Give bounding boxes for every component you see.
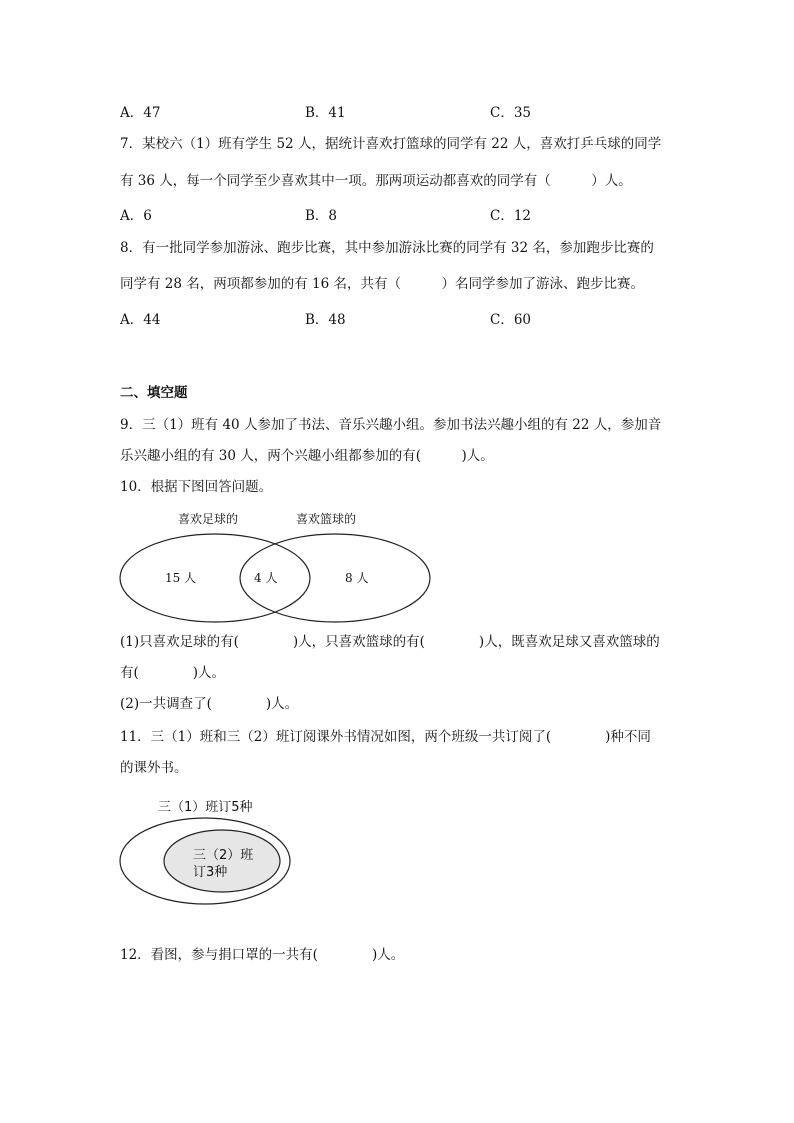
q8-option-c: C．60 [490, 312, 532, 328]
venn-right-only-value: 8 人 [345, 571, 369, 585]
q6-option-c: C．35 [490, 105, 532, 121]
q7-option-a: A．6 [120, 208, 152, 224]
venn-outer-label: 三（1）班订5种 [158, 800, 253, 815]
q12-text-line1: 12．看图，参与捐口罩的一共有( )人。 [120, 947, 405, 963]
q7-text-line2: 有 36 人，每一个同学至少喜欢其中一项。那两项运动都喜欢的同学有（ ）人。 [120, 173, 632, 189]
q8-text-line1: 8．有一批同学参加游泳、跑步比赛，其中参加游泳比赛的同学有 32 名，参加跑步比赛的 [120, 240, 654, 256]
q8-option-b: B．48 [305, 312, 346, 328]
q11-venn-diagram [115, 795, 300, 910]
q10-sub1-line2: 有( )人。 [120, 665, 226, 681]
q9-text-line1: 9．三（1）班有 40 人参加了书法、音乐兴趣小组。参加书法兴趣小组的有 22 人，参加音 [120, 417, 662, 433]
q6-option-b: B．41 [305, 105, 346, 121]
q10-sub1-line1: (1)只喜欢足球的有( )人，只喜欢篮球的有( )人，既喜欢足球又喜欢篮球的 [120, 634, 660, 650]
q7-text-line1: 7．某校六（1）班有学生 52 人，据统计喜欢打篮球的同学有 22 人，喜欢打乒乓球的同学 [120, 136, 662, 152]
q11-text-line2: 的课外书。 [120, 760, 188, 776]
venn-inner-label-line2: 订3种 [193, 865, 228, 880]
q7-option-c: C．12 [490, 208, 532, 224]
section-heading-fill-in: 二、填空题 [120, 385, 188, 401]
q8-option-a: A．44 [120, 312, 161, 328]
q6-option-a: A．47 [120, 105, 161, 121]
q10-sub2: (2)一共调查了( )人。 [120, 696, 299, 712]
q7-option-b: B．8 [305, 208, 338, 224]
q8-text-line2: 同学有 28 名，两项都参加的有 16 名，共有（ ）名同学参加了游泳、跑步比赛。 [120, 276, 645, 292]
venn-left-only-value: 15 人 [165, 571, 197, 585]
venn-intersection-value: 4 人 [254, 571, 278, 585]
q9-text-line2: 乐兴趣小组的有 30 人，两个兴趣小组都参加的有( )人。 [120, 448, 494, 464]
venn-right-label: 喜欢篮球的 [296, 512, 357, 526]
q11-text-line1: 11．三（1）班和三（2）班订阅课外书情况如图，两个班级一共订阅了( )种不同 [120, 729, 651, 745]
venn-football-circle [120, 534, 310, 622]
q10-venn-diagram [110, 505, 440, 645]
q10-text-line1: 10．根据下图回答问题。 [120, 479, 273, 495]
venn-inner-label-line1: 三（2）班 [193, 848, 254, 863]
venn-left-label: 喜欢足球的 [178, 512, 239, 526]
